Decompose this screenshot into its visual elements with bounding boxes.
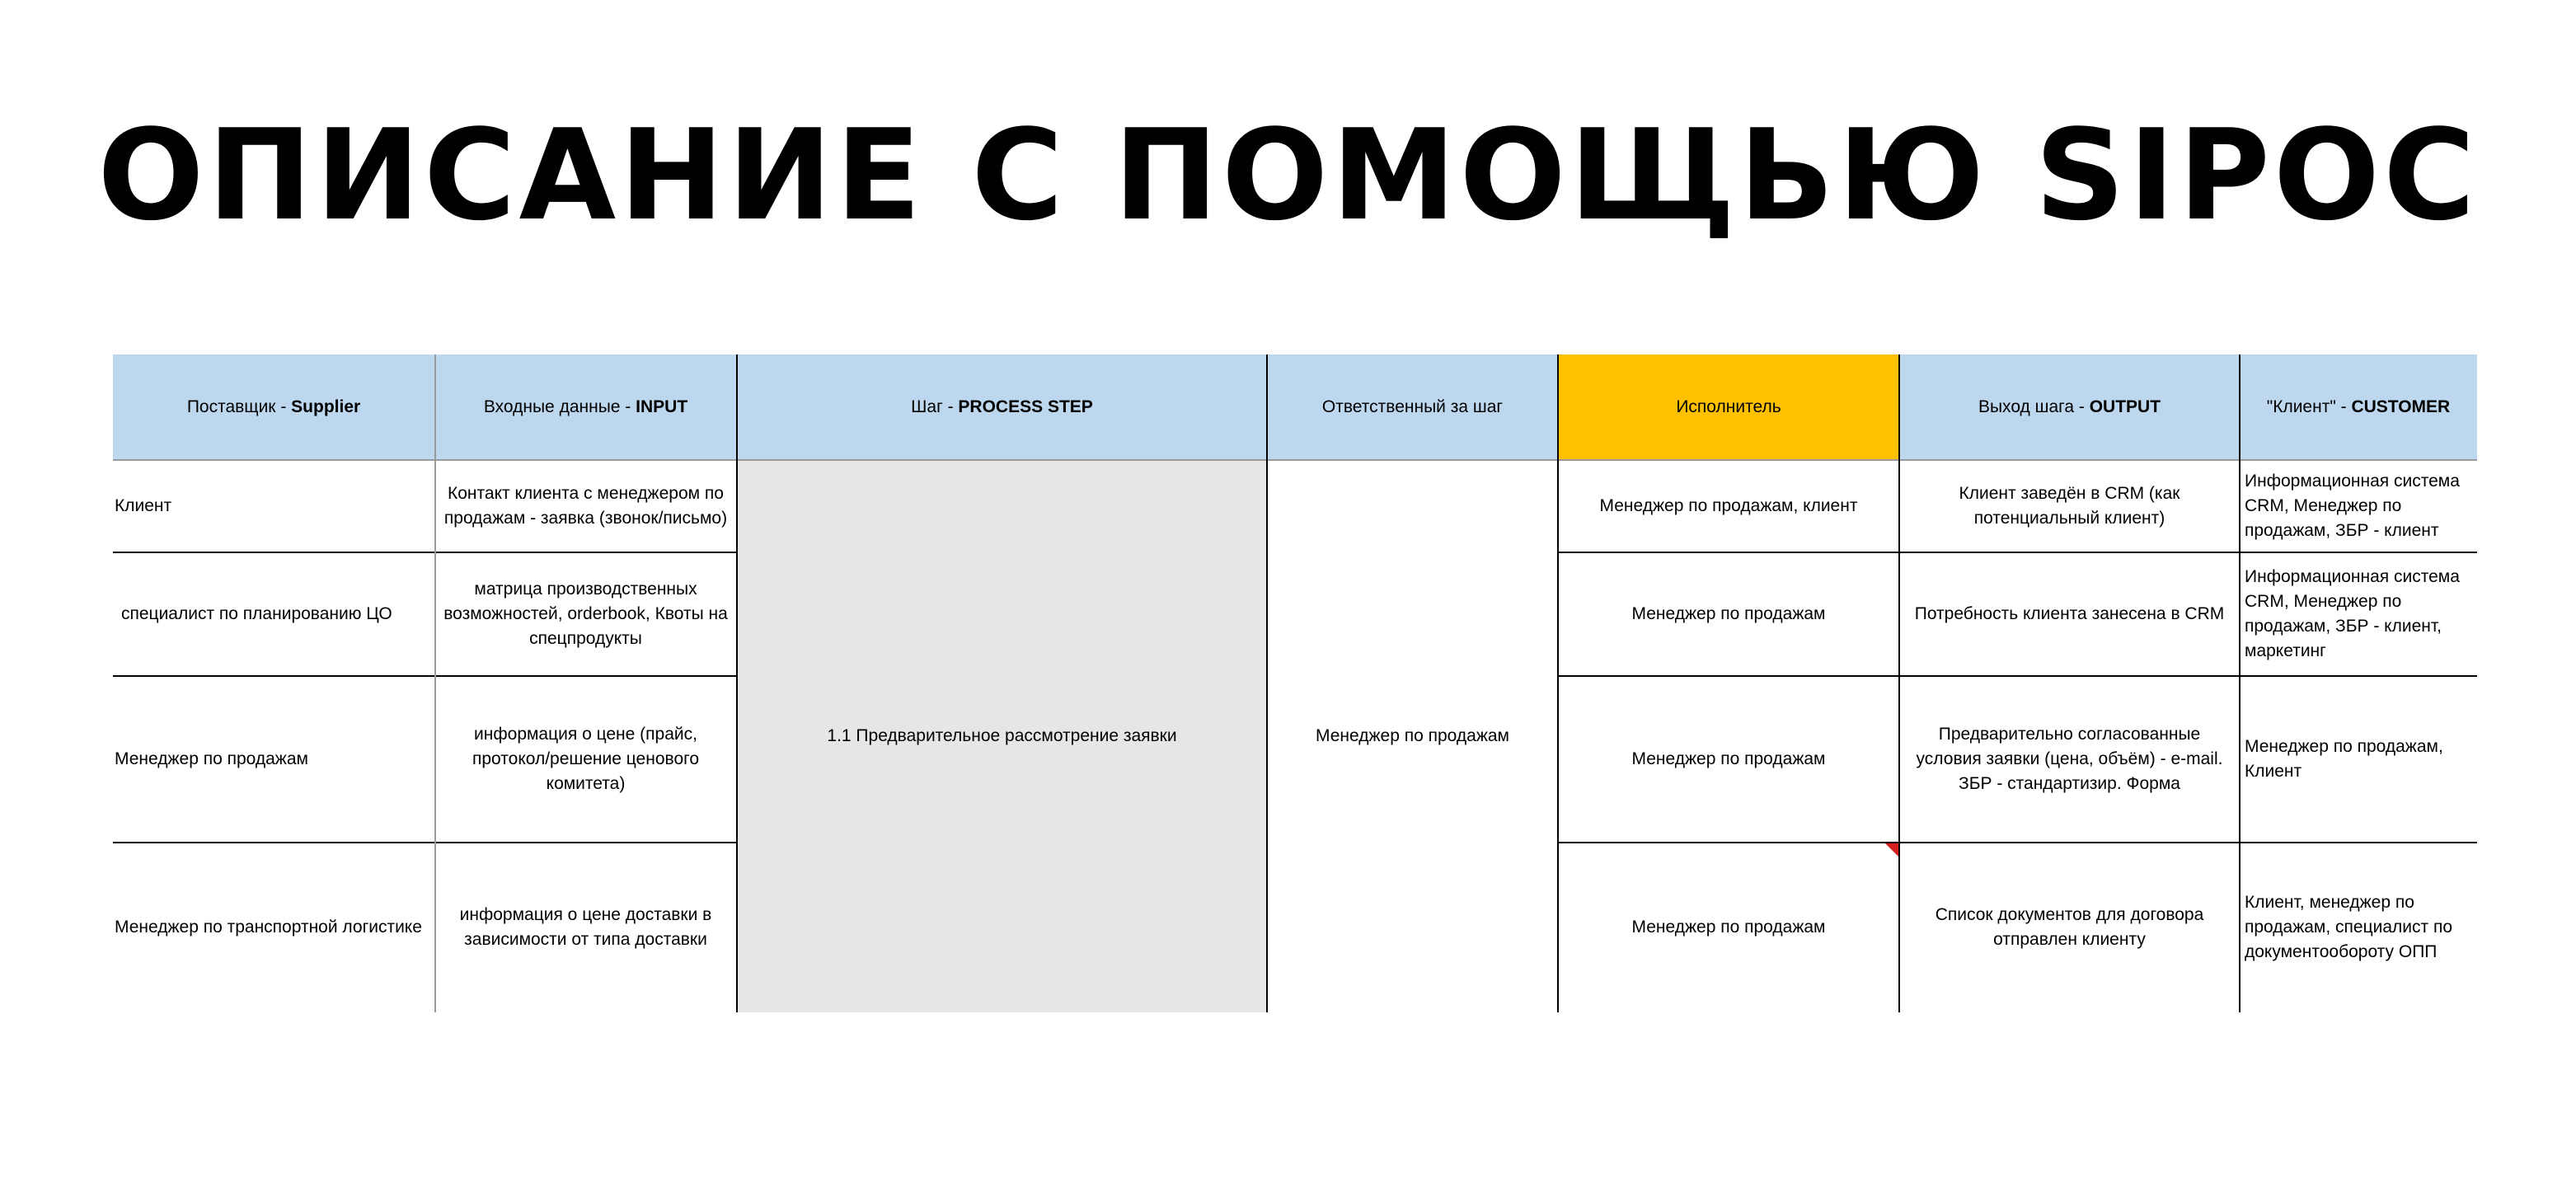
column-separator [434,354,436,1012]
column-separator [736,354,738,1012]
header-supplier-label: Поставщик - [186,397,292,416]
supplier-cell [113,676,434,843]
header-executor-label: Исполнитель [1676,397,1781,416]
process-step-text: 1.1 Предварительное рассмотрение заявки [827,726,1177,745]
header-process-text [911,395,1093,420]
executor-cell [1558,460,1899,552]
row-separator [1558,842,2477,843]
row-separator [113,675,737,677]
output-text: Предварительно согласованные условия заявки (цена, объём) - e-mail. ЗБР - стандартизир. Форма [1916,725,2223,793]
supplier-text: Менеджер по продажам [115,749,308,768]
output-text: Клиент заведён в CRM (как потенциальный клиент) [1959,484,2180,528]
input-text: информация о цене (прайс, протокол/решение ценового комитета) [472,725,699,793]
header-input [434,354,737,460]
column-separator [1898,354,1900,1012]
supplier-text: специалист по планированию ЦО [121,604,392,623]
customer-text: Информационная система CRM, Менеджер по продажам, ЗБР - клиент [2245,472,2460,540]
input-text: Контакт клиента с менеджером по продажам - заявка (звонок/письмо) [443,484,728,528]
header-customer-text [2267,395,2450,420]
column-separator [2239,354,2241,1012]
header-customer [2240,354,2477,460]
output-cell [1899,843,2240,1012]
header-input-text [484,395,687,420]
header-bottom-border [113,459,2477,461]
column-separator [1557,354,1559,1012]
output-text: Список документов для договора отправлен клиенту [1935,905,2204,949]
header-process-keyword: PROCESS STEP [958,397,1093,416]
executor-cell [1558,552,1899,676]
customer-text: Информационная система CRM, Менеджер по продажам, ЗБР - клиент, маркетинг [2245,567,2460,660]
customer-cell [2240,843,2477,1012]
header-customer-label: "Клиент" - [2266,397,2352,416]
header-owner-text [1322,395,1503,420]
row-separator [1558,675,2477,677]
header-input-label: Входные данные - [483,397,636,416]
header-output-text [1978,395,2161,420]
input-text: матрица производственных возможностей, orderbook, Квоты на спецпродукты [443,580,728,648]
header-process [737,354,1267,460]
header-owner [1267,354,1558,460]
header-executor-text [1676,395,1781,420]
comment-marker-icon[interactable] [1885,843,1898,857]
step-owner-cell [1267,460,1558,1012]
customer-cell [2240,676,2477,843]
output-text: Потребность клиента занесена в CRM [1914,604,2225,623]
input-text: информация о цене доставки в зависимости от типа доставки [459,905,712,949]
executor-text: Менеджер по продажам [1631,749,1826,768]
executor-text: Менеджер по продажам [1631,604,1826,623]
executor-cell [1558,843,1899,1012]
header-output-label: Выход шага - [1978,397,2090,416]
header-input-keyword: INPUT [636,397,688,416]
sipoc-table [113,354,2477,1012]
header-output [1899,354,2240,460]
row-separator [113,552,737,553]
executor-text: Менеджер по продажам [1631,918,1826,937]
input-cell [434,552,737,676]
supplier-cell [113,460,434,552]
supplier-text: Клиент [115,496,172,515]
customer-text: Менеджер по продажам, Клиент [2245,737,2443,781]
executor-text: Менеджер по продажам, клиент [1599,496,1858,515]
input-cell [434,843,737,1012]
header-supplier-keyword: Supplier [291,397,361,416]
slide-title: ОПИСАНИЕ С ПОМОЩЬЮ SIPOC [97,102,2479,248]
supplier-text: Менеджер по транспортной логистике [115,918,422,937]
header-supplier [113,354,434,460]
header-output-keyword: OUTPUT [2089,397,2161,416]
output-cell [1899,676,2240,843]
output-cell [1899,460,2240,552]
step-owner-text: Менеджер по продажам [1316,726,1509,745]
header-supplier-text [187,395,360,420]
customer-cell [2240,460,2477,552]
row-separator [1558,552,2477,553]
input-cell [434,460,737,552]
process-step-cell [737,460,1267,1012]
customer-text: Клиент, менеджер по продажам, специалист по документообороту ОПП [2245,893,2453,961]
input-cell [434,676,737,843]
row-separator [113,842,737,843]
supplier-cell [113,843,434,1012]
header-customer-keyword: CUSTOMER [2351,397,2451,416]
supplier-cell [113,552,434,676]
header-process-label: Шаг - [911,397,959,416]
customer-cell [2240,552,2477,676]
header-executor [1558,354,1899,460]
header-owner-label: Ответственный за шаг [1321,397,1504,416]
output-cell [1899,552,2240,676]
executor-cell [1558,676,1899,843]
column-separator [1266,354,1268,1012]
